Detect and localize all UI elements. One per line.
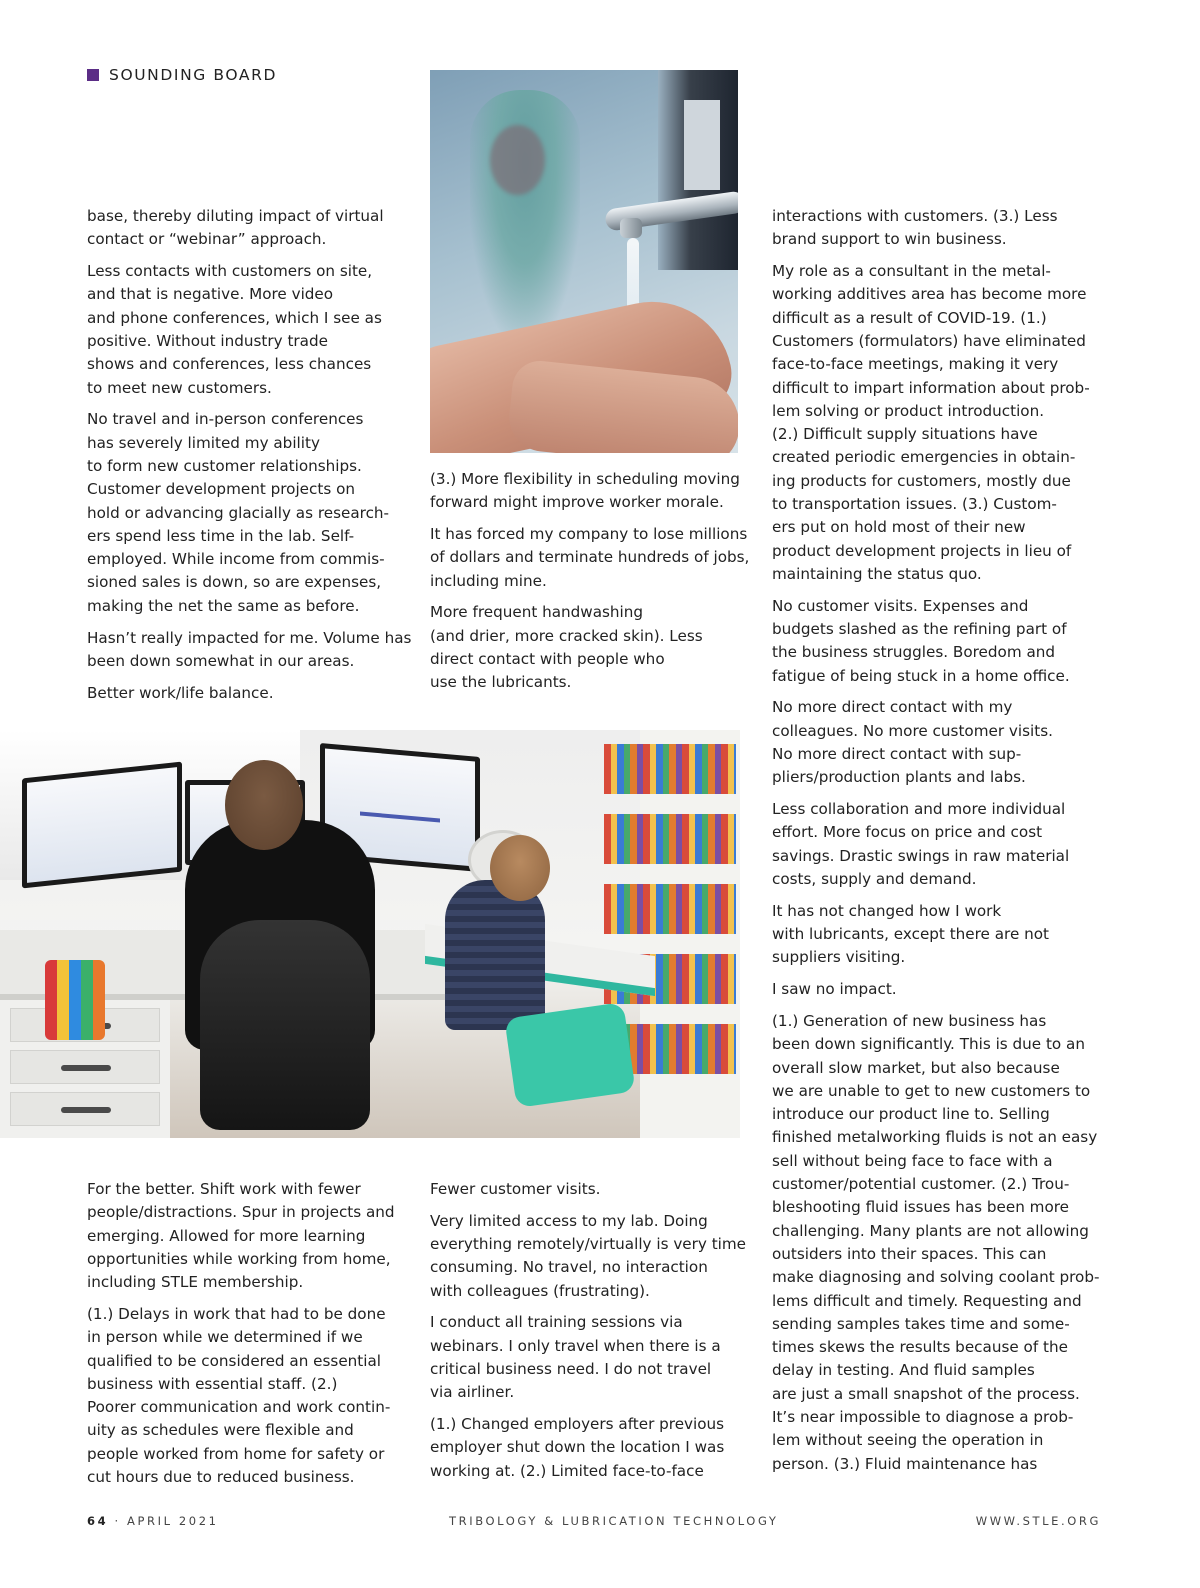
- text-line: forward might improve worker morale.: [430, 493, 724, 512]
- text-line: lems difficult and timely. Requesting and: [772, 1291, 1082, 1310]
- text-line: introduce our product line to. Selling: [772, 1105, 1050, 1124]
- text-line: ing products for customers, mostly due: [772, 471, 1071, 490]
- text-line: making the net the same as before.: [87, 596, 360, 615]
- footer-separator: ·: [114, 1514, 121, 1528]
- text-line: budgets slashed as the refining part of: [772, 620, 1067, 639]
- text-line: interactions with customers. (3.) Less: [772, 207, 1058, 225]
- text-line: product development projects in lieu of: [772, 541, 1072, 560]
- paragraph: [87, 260, 407, 400]
- text-line: working additives area has become more: [772, 285, 1087, 304]
- text-line: uity as schedules were flexible and: [87, 1421, 354, 1440]
- text-line: delay in testing. And fluid samples: [772, 1361, 1035, 1380]
- text-line: colleagues. No more customer visits.: [772, 721, 1053, 740]
- text-line: been down somewhat in our areas.: [87, 651, 355, 670]
- text-line: I conduct all training sessions via: [430, 1313, 683, 1332]
- text-line: qualified to be considered an essential: [87, 1351, 381, 1370]
- paragraph: [772, 696, 1102, 789]
- text-line: brand support to win business.: [772, 230, 1007, 249]
- paragraph: [772, 205, 1102, 252]
- text-line: critical business need. I do not travel: [430, 1360, 712, 1379]
- text-line: to meet new customers.: [87, 378, 272, 397]
- paragraph: [87, 1303, 407, 1489]
- text-line: the business struggles. Boredom and: [772, 643, 1056, 662]
- text-line: cut hours due to reduced business.: [87, 1468, 355, 1487]
- text-line: Less collaboration and more individual: [772, 800, 1066, 819]
- home-office-photo: [0, 730, 740, 1138]
- text-line: (1.) Generation of new business has: [772, 1012, 1047, 1030]
- text-line: via airliner.: [430, 1383, 515, 1402]
- text-line: including STLE membership.: [87, 1273, 304, 1292]
- text-line: lem without seeing the operation in: [772, 1431, 1044, 1450]
- text-line: Better work/life balance.: [87, 683, 274, 702]
- handwashing-photo: [430, 70, 738, 453]
- paragraph: [772, 798, 1102, 891]
- paragraph: [430, 1311, 750, 1404]
- text-line: webinars. I only travel when there is a: [430, 1336, 721, 1355]
- text-line: are just a small snapshot of the process.: [772, 1384, 1080, 1403]
- text-line: (1.) Changed employers after previous: [430, 1415, 725, 1434]
- text-line: (3.) More flexibility in scheduling moving: [430, 470, 740, 488]
- text-line: consuming. No travel, no interaction: [430, 1258, 708, 1277]
- text-line: (and drier, more cracked skin). Less: [430, 626, 703, 645]
- text-line: ers put on hold most of their new: [772, 518, 1026, 537]
- text-line: My role as a consultant in the metal-: [772, 262, 1051, 281]
- text-line: direct contact with people who: [430, 650, 665, 669]
- text-line: customer/potential customer. (2.) Trou-: [772, 1175, 1070, 1194]
- paragraph: [430, 1178, 750, 1201]
- text-line: (1.) Delays in work that had to be done: [87, 1304, 386, 1323]
- text-line: Customers (formulators) have eliminated: [772, 331, 1086, 350]
- paragraph: [87, 205, 407, 252]
- text-line: ers spend less time in the lab. Self-: [87, 526, 355, 545]
- text-line: For the better. Shift work with fewer: [87, 1180, 361, 1198]
- text-line: overall slow market, but also because: [772, 1058, 1060, 1077]
- text-line: in person while we determined if we: [87, 1328, 363, 1347]
- text-line: of dollars and terminate hundreds of jobs,: [430, 548, 750, 567]
- text-line: people/distractions. Spur in projects and: [87, 1203, 395, 1222]
- text-line: costs, supply and demand.: [772, 870, 977, 889]
- text-line: No more direct contact with sup-: [772, 745, 1022, 764]
- column-right: [772, 205, 1102, 1484]
- text-line: created periodic emergencies in obtain-: [772, 448, 1076, 467]
- text-line: It has forced my company to lose millions: [430, 525, 748, 544]
- text-line: people worked from home for safety or: [87, 1444, 385, 1463]
- text-line: everything remotely/virtually is very time: [430, 1235, 747, 1254]
- column-left-bottom: [87, 1178, 407, 1498]
- text-line: Customer development projects on: [87, 480, 355, 499]
- text-line: hold or advancing glacially as research-: [87, 503, 390, 522]
- text-line: been down significantly. This is due to an: [772, 1035, 1085, 1054]
- text-line: savings. Drastic swings in raw material: [772, 846, 1070, 865]
- text-line: use the lubricants.: [430, 673, 572, 692]
- text-line: employer shut down the location I was: [430, 1438, 725, 1457]
- text-line: opportunities while working from home,: [87, 1249, 391, 1268]
- text-line: Hasn’t really impacted for me. Volume has: [87, 628, 412, 647]
- text-line: challenging. Many plants are not allowing: [772, 1221, 1089, 1240]
- paragraph: [772, 595, 1102, 688]
- text-line: and phone conferences, which I see as: [87, 308, 382, 327]
- paragraph: [87, 408, 407, 618]
- footer-date: APRIL 2021: [127, 1514, 219, 1528]
- text-line: Less contacts with customers on site,: [87, 262, 373, 281]
- text-line: lem solving or product introduction.: [772, 401, 1045, 420]
- text-line: Poorer communication and work contin-: [87, 1398, 391, 1417]
- text-line: including mine.: [430, 571, 547, 590]
- text-line: contact or “webinar” approach.: [87, 230, 327, 249]
- footer-publication: TRIBOLOGY & LUBRICATION TECHNOLOGY: [449, 1514, 779, 1528]
- paragraph: [430, 601, 750, 694]
- text-line: It’s near impossible to diagnose a prob-: [772, 1408, 1074, 1427]
- text-line: More frequent handwashing: [430, 603, 644, 622]
- text-line: shows and conferences, less chances: [87, 355, 372, 374]
- text-line: we are unable to get to new customers to: [772, 1081, 1091, 1100]
- text-line: Very limited access to my lab. Doing: [430, 1211, 708, 1230]
- text-line: and that is negative. More video: [87, 285, 334, 304]
- column-middle-top: [430, 468, 750, 703]
- text-line: emerging. Allowed for more learning: [87, 1226, 366, 1245]
- paragraph: [430, 1413, 750, 1483]
- footer-website: WWW.STLE.ORG: [975, 1514, 1101, 1528]
- text-line: sioned sales is down, so are expenses,: [87, 573, 382, 592]
- text-line: times skews the results because of the: [772, 1338, 1068, 1357]
- section-title: SOUNDING BOARD: [109, 66, 278, 84]
- page-number: 64: [87, 1514, 109, 1528]
- text-line: face-to-face meetings, making it very: [772, 355, 1059, 374]
- paragraph: [430, 1210, 750, 1303]
- text-line: pliers/production plants and labs.: [772, 768, 1026, 787]
- text-line: No travel and in-person conferences: [87, 410, 364, 429]
- text-line: fatigue of being stuck in a home office.: [772, 666, 1070, 685]
- paragraph: [772, 260, 1102, 586]
- text-line: to form new customer relationships.: [87, 456, 362, 475]
- paragraph: [87, 1178, 407, 1294]
- text-line: with colleagues (frustrating).: [430, 1281, 650, 1300]
- footer-page-info: [87, 1514, 219, 1528]
- text-line: positive. Without industry trade: [87, 331, 328, 350]
- text-line: (2.) Difficult supply situations have: [772, 425, 1038, 444]
- paragraph: [772, 900, 1102, 970]
- text-line: I saw no impact.: [772, 980, 897, 999]
- paragraph: [87, 682, 407, 705]
- text-line: business with essential staff. (2.): [87, 1374, 338, 1393]
- text-line: It has not changed how I work: [772, 901, 1002, 920]
- text-line: person. (3.) Fluid maintenance has: [772, 1454, 1038, 1473]
- text-line: sell without being face to face with a: [772, 1151, 1053, 1170]
- text-line: to transportation issues. (3.) Custom-: [772, 495, 1057, 514]
- text-line: effort. More focus on price and cost: [772, 823, 1043, 842]
- text-line: has severely limited my ability: [87, 433, 320, 452]
- paragraph: [430, 468, 750, 515]
- section-label: [87, 66, 277, 84]
- text-line: No more direct contact with my: [772, 698, 1013, 717]
- text-line: No customer visits. Expenses and: [772, 596, 1029, 615]
- text-line: finished metalworking fluids is not an easy: [772, 1128, 1098, 1147]
- paragraph: [772, 978, 1102, 1001]
- column-left-top: [87, 205, 412, 713]
- text-line: suppliers visiting.: [772, 948, 906, 967]
- text-line: bleshooting fluid issues has been more: [772, 1198, 1070, 1217]
- text-line: difficult to impart information about prob-: [772, 378, 1090, 397]
- text-line: base, thereby diluting impact of virtual: [87, 207, 384, 225]
- text-line: Fewer customer visits.: [430, 1180, 601, 1198]
- text-line: sending samples takes time and some-: [772, 1314, 1070, 1333]
- text-line: difficult as a result of COVID-19. (1.): [772, 308, 1047, 327]
- paragraph: [772, 1010, 1102, 1476]
- paragraph: [87, 627, 412, 674]
- text-line: maintaining the status quo.: [772, 564, 982, 583]
- text-line: make diagnosing and solving coolant prob-: [772, 1268, 1100, 1287]
- paragraph: [430, 523, 750, 593]
- text-line: outsiders into their spaces. This can: [772, 1244, 1047, 1263]
- text-line: working at. (2.) Limited face-to-face: [430, 1461, 704, 1480]
- section-square-icon: [87, 69, 99, 81]
- column-middle-bottom: [430, 1178, 750, 1492]
- text-line: employed. While income from commis-: [87, 550, 385, 569]
- text-line: with lubricants, except there are not: [772, 925, 1049, 944]
